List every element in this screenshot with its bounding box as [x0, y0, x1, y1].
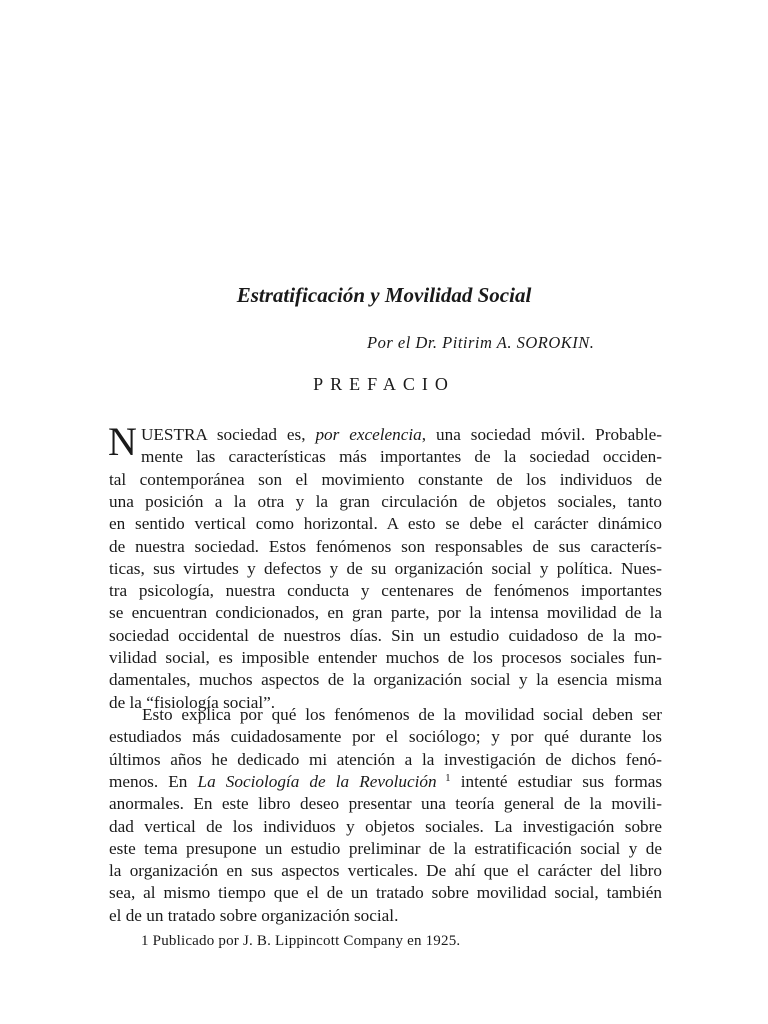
text-line: se encuentran condicionados, en gran parte, por la intensa movilidad de la [109, 603, 662, 623]
text-line: mente las características más importantes de la sociedad occiden- [141, 447, 662, 467]
author-byline: Por el Dr. Pitirim A. SOROKIN. [367, 333, 595, 352]
text-line: sociedad occidental de nuestros días. Sin un estudio cuidadoso de la mo- [109, 625, 662, 645]
text-line: anormales. En este libro deseo presentar una teoría general de la movili- [109, 794, 662, 814]
text-line: este tema presupone un estudio preliminar de la estratificación social y de [109, 838, 662, 858]
text-line: ticas, sus virtudes y defectos y de su organización social y política. Nues- [109, 558, 662, 578]
text-line: dad vertical de los individuos y objetos sociales. La investigación sobre [109, 816, 662, 836]
text-line: Esto explica por qué los fenómenos de la movilidad social deben ser [142, 705, 662, 724]
text-line: menos. En La Sociología de la Revolución $^1$ intenté estudiar sus formas [109, 771, 663, 791]
text-line: la organización en sus aspectos verticales. De ahí que el carácter del libro [109, 861, 662, 881]
text-line: vilidad social, es imposible entender muchos de los procesos sociales fun- [109, 648, 662, 667]
footnote-marker: 1 [436, 771, 451, 784]
text-line: el de un tratado sobre organización social. [109, 905, 399, 925]
text-line: tra psicología, nuestra conducta y centenares de fenómenos importantes [109, 581, 662, 601]
drop-cap: N [108, 419, 137, 464]
text-line: estudiados más cuidadosamente por el sociólogo; y por qué durante los [109, 727, 662, 747]
text-line: damentales, muchos aspectos de la organización social y la esencia misma [109, 670, 662, 690]
article-title: Estratificación y Movilidad Social [236, 283, 532, 307]
text-line: sea, al mismo tiempo que el de un tratado sobre movilidad social, también [109, 883, 662, 903]
text-line: últimos años he dedicado mi atención a la investigación de dichos fenó- [109, 749, 662, 769]
text-line: una posición a la otra y la gran circulación de objetos sociales, tanto [109, 491, 662, 511]
footnote: 1 Publicado por J. B. Lippincott Company en 1925. [141, 933, 461, 949]
text-line: de nuestra sociedad. Estos fenómenos son responsables de sus caracterís- [109, 536, 662, 556]
text-line: de la “fisiología social”. [109, 692, 276, 712]
italic-phrase: por excelencia [315, 425, 422, 444]
text-line: UESTRA sociedad es, por excelencia, una sociedad móvil. Probable- [141, 425, 662, 444]
text-line: en sentido vertical como horizontal. A esto se debe el carácter dinámico [109, 514, 662, 534]
section-heading: PREFACIO [313, 374, 455, 394]
italic-phrase: La Sociología de la Revolución [197, 771, 437, 791]
text-line: tal contemporánea son el movimiento constante de los individuos de [109, 469, 662, 489]
